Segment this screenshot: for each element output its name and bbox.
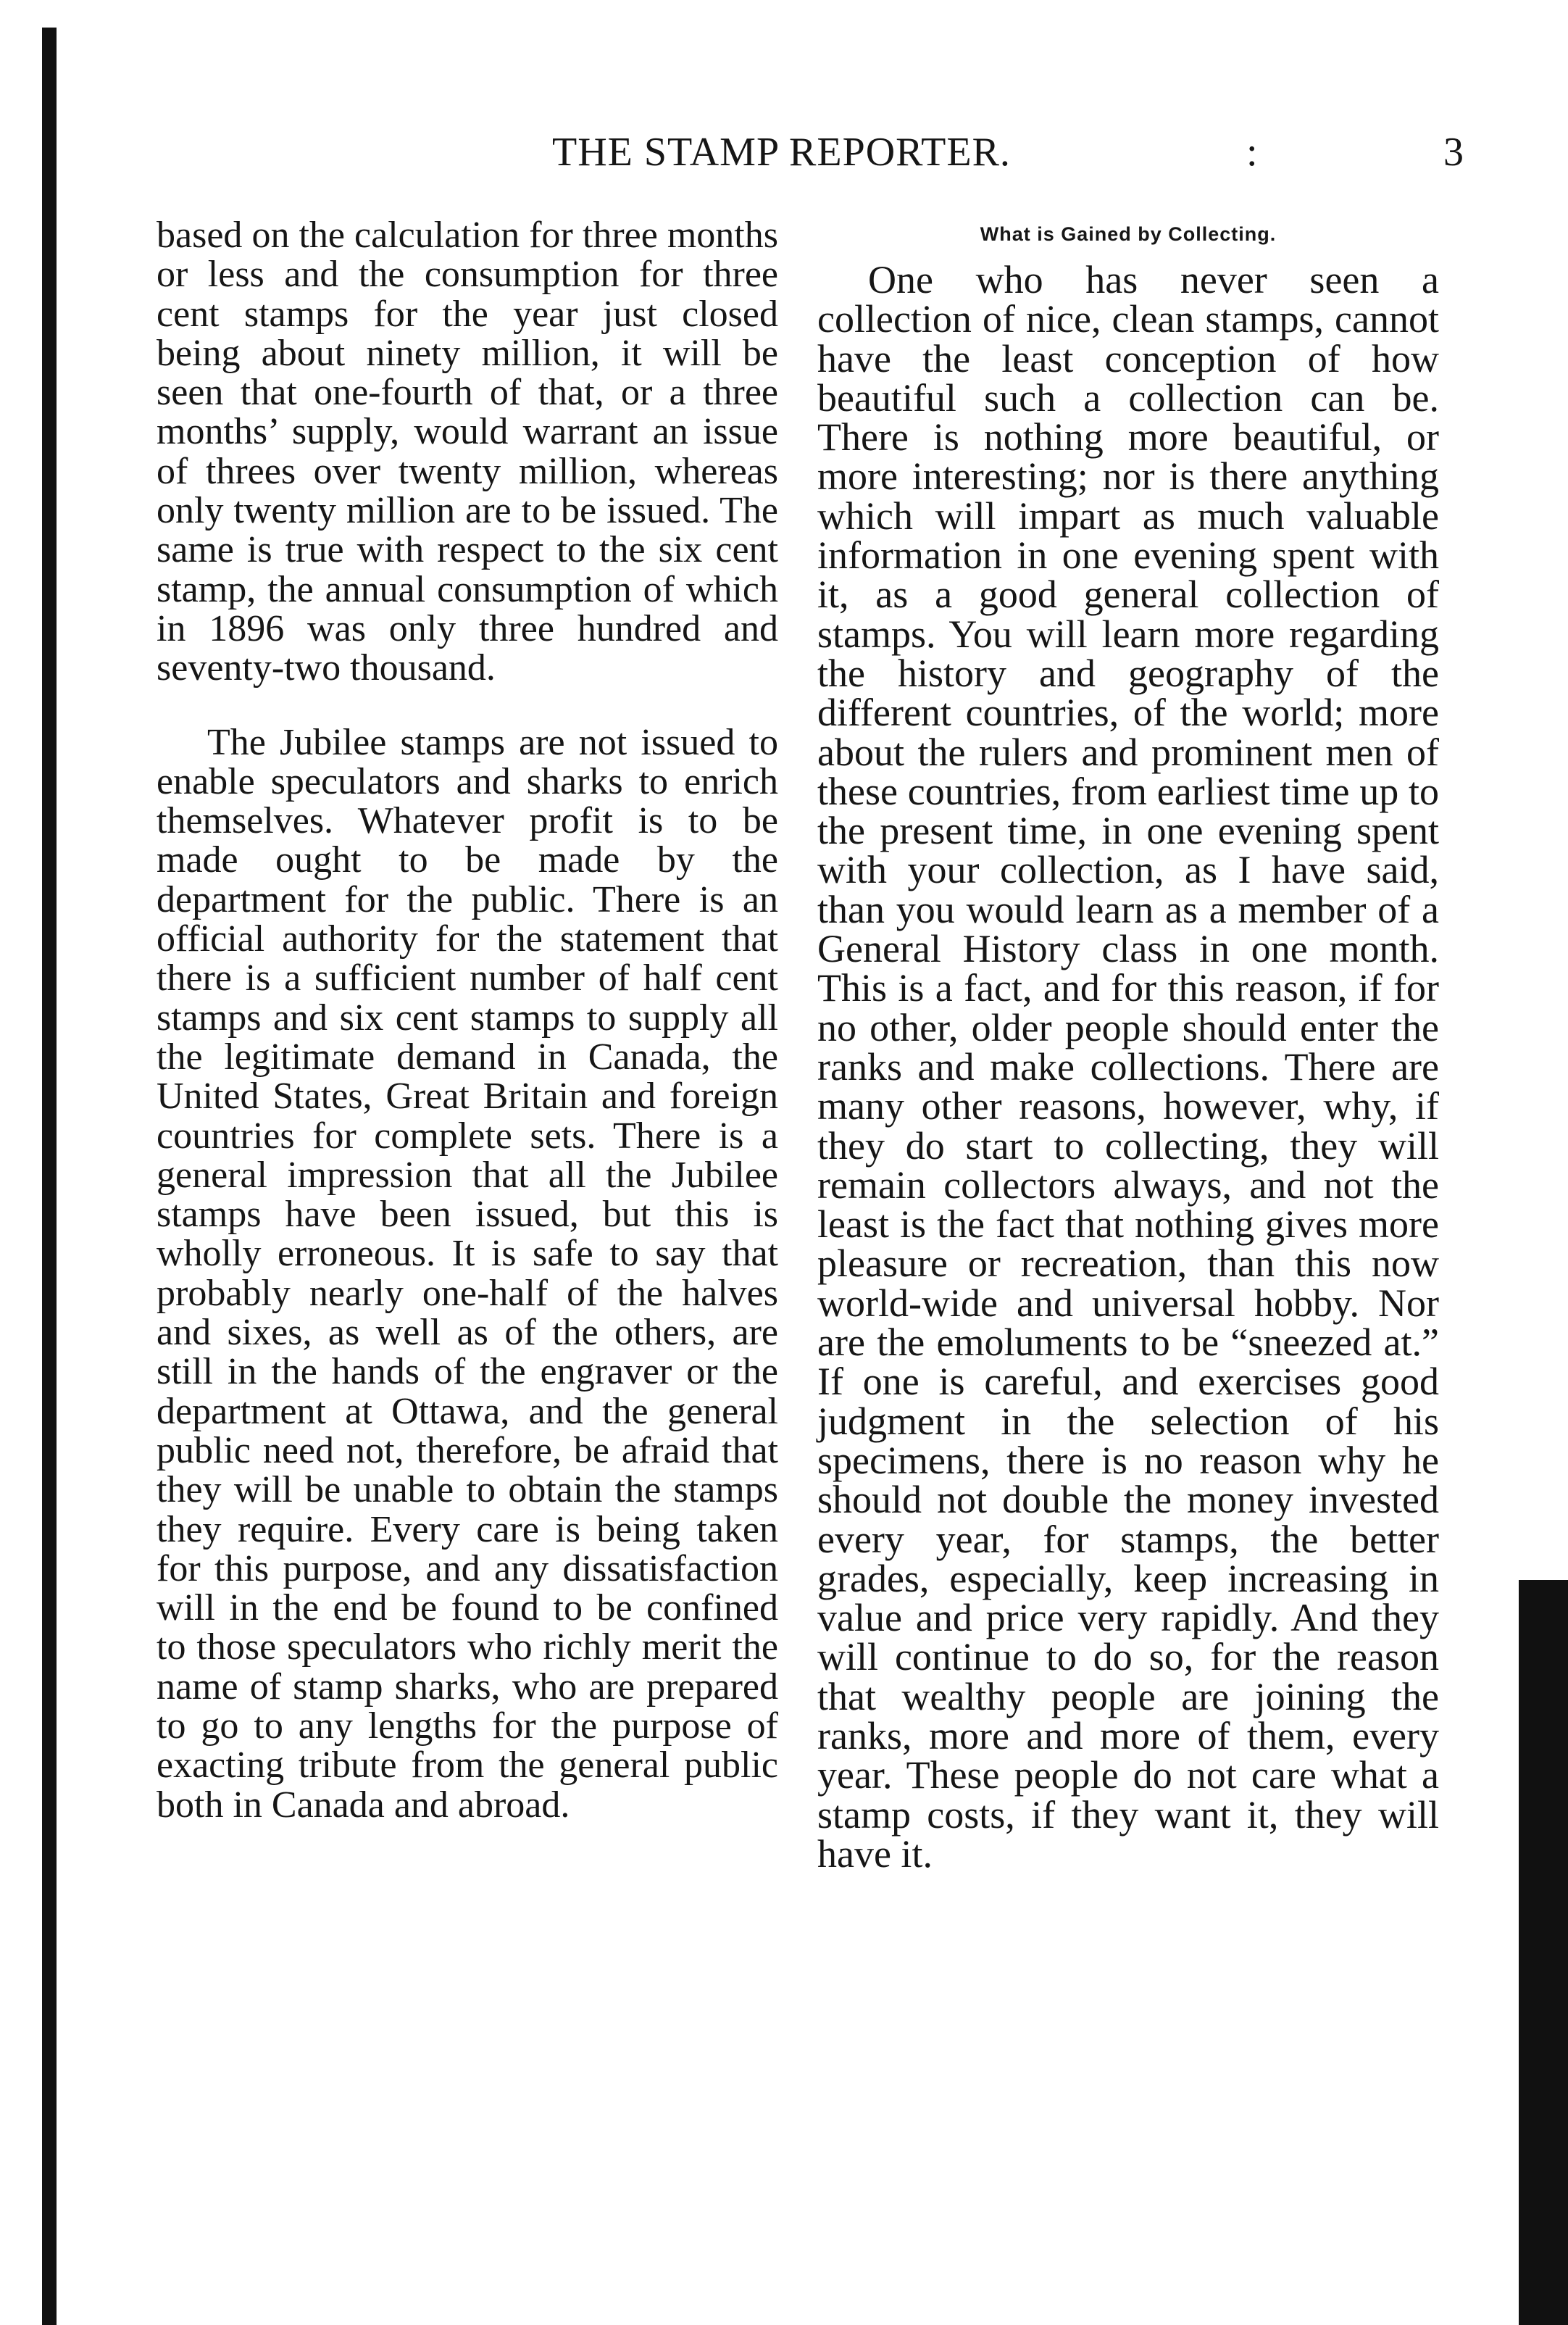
header-mark: : [1246,130,1258,175]
page-number: 3 [1443,130,1464,175]
right-column [817,216,1439,1876]
binding-edge-right [1519,1580,1568,2325]
section-heading: What is Gained by Collecting. [980,223,1277,245]
page-header [159,129,1464,187]
binding-edge-left [42,28,57,2325]
left-paragraph-2: The Jubilee stamps are not issued to enable speculators and sharks to enrich themselves. Whatever profit is to be made ought to be made by the department for the public. There is an official authority for the statement that there is a sufficient number of half cent stamps and six cent stamps to supply all the legitimate demand in Canada, the United States, Great Britain and foreign countries for complete sets. There is a general impression that all the Jubilee stamps have been issued, but this is wholly erroneous. It is safe to say that probably nearly one-half of the halves and sixes, as well as of the others, are still in the hands of the engraver or the department at Ottawa, and the general public need not, therefore, be afraid that they will be unable to obtain the stamps they require. Every care is being taken for this purpose, and any dissatisfaction will in the end be found to be confined to those speculators who richly merit the name of stamp sharks, who are prepared to go to any lengths for the purpose of exacting tribute from the general public both in Canada and abroad. [157,721,778,1826]
left-paragraph-1: based on the calculation for three months or less and the consumption for three cent stamps for the year just closed being about ninety million, it will be seen that one-fourth of that, or a three months’ supply, would warrant an issue of threes over twenty million, whereas only twenty million are to be issued. The same is true with respect to the six cent stamp, the annual consumption of which in 1896 was only three hundred and seventy-two thousand. [157,215,778,689]
right-paragraph-1: One who has never seen a collection of nice, clean stamps, cannot have the least conception of how beautiful such a collection can be. There is nothing more beautiful, or more interesting; nor is there anything which will impart as much valuable information in one evening spent with it, as a good general collection of stamps. You will learn more regarding the history and geography of the different countries, of the world; more about the rulers and prominent men of these countries, from earliest time up to the present time, in one evening spent with your collection, as I have said, than you would learn as a member of a General History class in one month. This is a fact, and for this reason, if for no other, older people should enter the ranks and make collections. There are many other reasons, however, why, if they do start to collecting, they will remain collectors always, and not the least is the fact that nothing gives more pleasure or recreation, than this now world-wide and universal hobby. Nor are the emoluments to be “sneezed at.” If one is careful, and exercises good judgment in the selection of his specimens, there is no reason why he should not double the money invested every year, for stamps, the better grades, especially, keep increasing in value and price very rapidly. And they will continue to do so, for the reason that wealthy people are joining the ranks, more and more of them, every year. These people do not care what a stamp costs, if they want it, they will have it. [817,258,1439,1876]
left-column [157,216,778,1825]
running-title: THE STAMP REPORTER. [552,130,1011,175]
